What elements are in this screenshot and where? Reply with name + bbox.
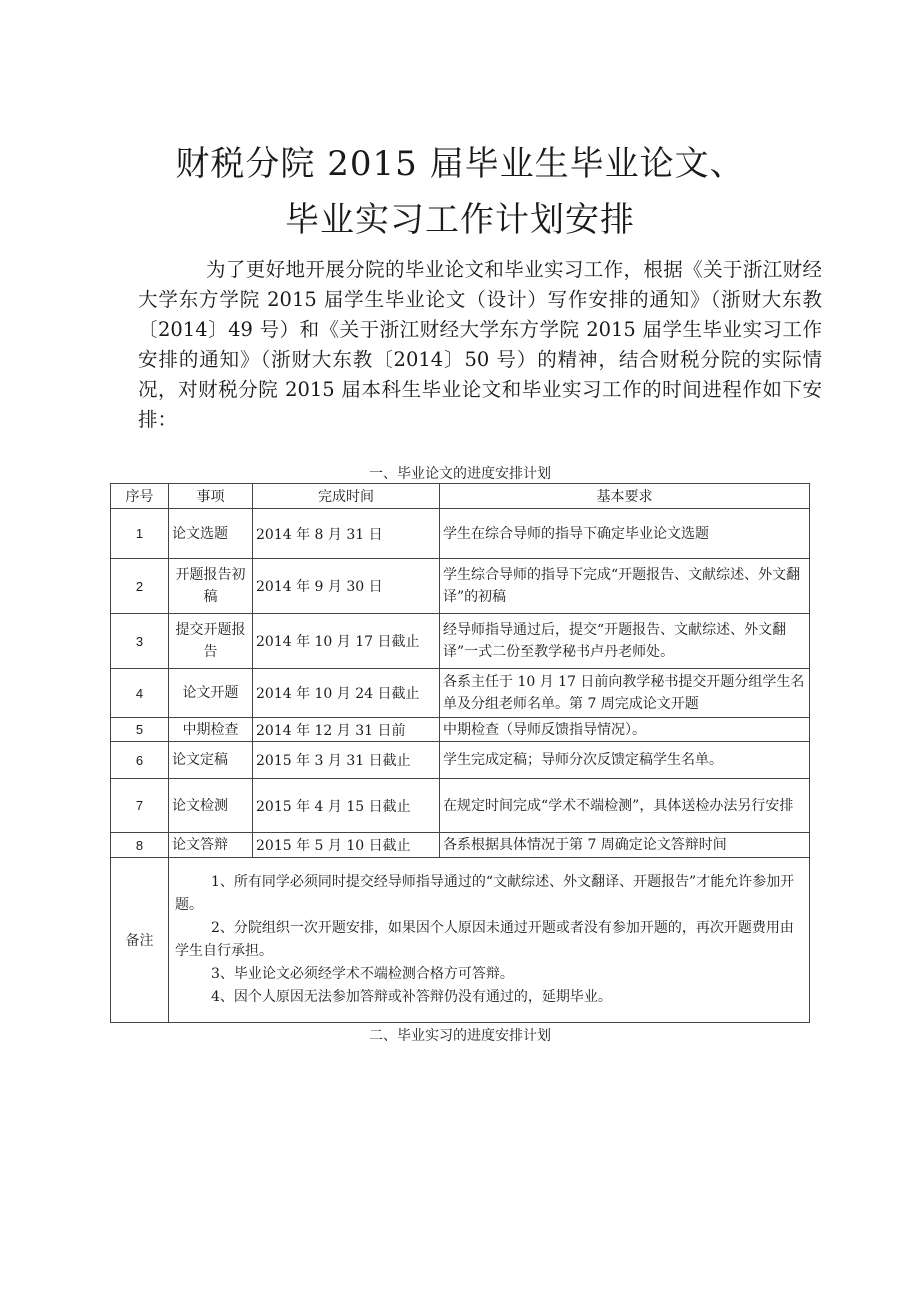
- row-date: 2015 年 4 月 15 日截止: [253, 779, 440, 833]
- row-date: 2014 年 8 月 31 日: [253, 509, 440, 559]
- document-title-line-2: 毕业实习工作计划安排: [285, 200, 635, 240]
- row-item: 论文开题: [169, 669, 253, 718]
- section-2-caption: 二、毕业实习的进度安排计划: [369, 1028, 551, 1044]
- row-requirement: 各系根据具体情况于第 7 周确定论文答辩时间: [440, 833, 810, 858]
- row-no: 6: [111, 742, 169, 779]
- row-date: 2014 年 12 月 31 日前: [253, 718, 440, 742]
- table-row: [111, 779, 810, 833]
- row-date: 2014 年 10 月 17 日截止: [253, 614, 440, 669]
- row-item: 中期检查: [169, 718, 253, 742]
- row-requirement: 中期检查（导师反馈指导情况）。: [440, 718, 810, 742]
- row-date: 2015 年 5 月 10 日截止: [253, 833, 440, 858]
- row-requirement: 学生完成定稿；导师分次反馈定稿学生名单。: [440, 742, 810, 779]
- notes-label: 备注: [111, 858, 169, 1023]
- table-row: [111, 509, 810, 559]
- row-no: 2: [111, 559, 169, 614]
- row-no: 7: [111, 779, 169, 833]
- table-row: [111, 669, 810, 718]
- row-item: 论文检测: [169, 779, 253, 833]
- row-requirement: 经导师指导通过后，提交“开题报告、文献综述、外文翻译”一式二份至教学秘书卢丹老师处。: [440, 614, 810, 669]
- header-no: 序号: [111, 484, 169, 509]
- table-row: [111, 742, 810, 779]
- row-requirement: 在规定时间完成“学术不端检测”，具体送检办法另行安排: [440, 779, 810, 833]
- header-date: 完成时间: [253, 484, 440, 509]
- notes-row: [111, 858, 810, 1023]
- row-no: 8: [111, 833, 169, 858]
- row-item: 提交开题报告: [169, 614, 253, 669]
- table-row: [111, 559, 810, 614]
- intro-paragraph: 为了更好地开展分院的毕业论文和毕业实习工作，根据《关于浙江财经大学东方学院 2015 届学生毕业论文（设计）写作安排的通知》（浙财大东教〔2014〕49 号）和《关于浙江财经大学东方学院 2015 届学生毕业实习工作安排的通知》（浙财大东教〔2014〕50 号）的精神，结合财税分院的实际情况，对财税分院 2015 届本科生毕业论文和毕业实习工作的时间进程作如下安排：: [138, 258, 822, 431]
- row-requirement: 学生在综合导师的指导下确定毕业论文选题: [440, 509, 810, 559]
- header-requirement: 基本要求: [440, 484, 810, 509]
- note-item: 2、分院组织一次开题安排，如果因个人原因未通过开题或者没有参加开题的，再次开题费用由学生自行承担。: [175, 920, 794, 959]
- row-no: 5: [111, 718, 169, 742]
- table-row: [111, 718, 810, 742]
- row-item: 论文定稿: [169, 742, 253, 779]
- row-no: 4: [111, 669, 169, 718]
- table-header-row: [111, 484, 810, 509]
- section-1-caption: 一、毕业论文的进度安排计划: [369, 466, 551, 482]
- notes-cell: [169, 858, 810, 1023]
- row-no: 1: [111, 509, 169, 559]
- row-date: 2015 年 3 月 31 日截止: [253, 742, 440, 779]
- note-item: 1、所有同学必须同时提交经导师指导通过的“文献综述、外文翻译、开题报告”才能允许参加开题。: [175, 874, 795, 913]
- table-row: [111, 833, 810, 858]
- document-title-line-1: 财税分院 2015 届毕业生毕业论文、: [175, 144, 745, 184]
- row-requirement: 学生综合导师的指导下完成“开题报告、文献综述、外文翻译”的初稿: [440, 559, 810, 614]
- row-date: 2014 年 10 月 24 日截止: [253, 669, 440, 718]
- row-requirement: 各系主任于 10 月 17 日前向教学秘书提交开题分组学生名单及分组老师名单。第 7 周完成论文开题: [440, 669, 810, 718]
- row-item: 论文答辩: [169, 833, 253, 858]
- note-item: 3、毕业论文必须经学术不端检测合格方可答辩。: [211, 966, 514, 982]
- row-date: 2014 年 9 月 30 日: [253, 559, 440, 614]
- row-no: 3: [111, 614, 169, 669]
- row-item: 论文选题: [169, 509, 253, 559]
- thesis-schedule-table: [110, 483, 810, 1023]
- note-item: 4、因个人原因无法参加答辩或补答辩仍没有通过的，延期毕业。: [211, 989, 612, 1005]
- row-item: 开题报告初稿: [169, 559, 253, 614]
- header-item: 事项: [169, 484, 253, 509]
- table-row: [111, 614, 810, 669]
